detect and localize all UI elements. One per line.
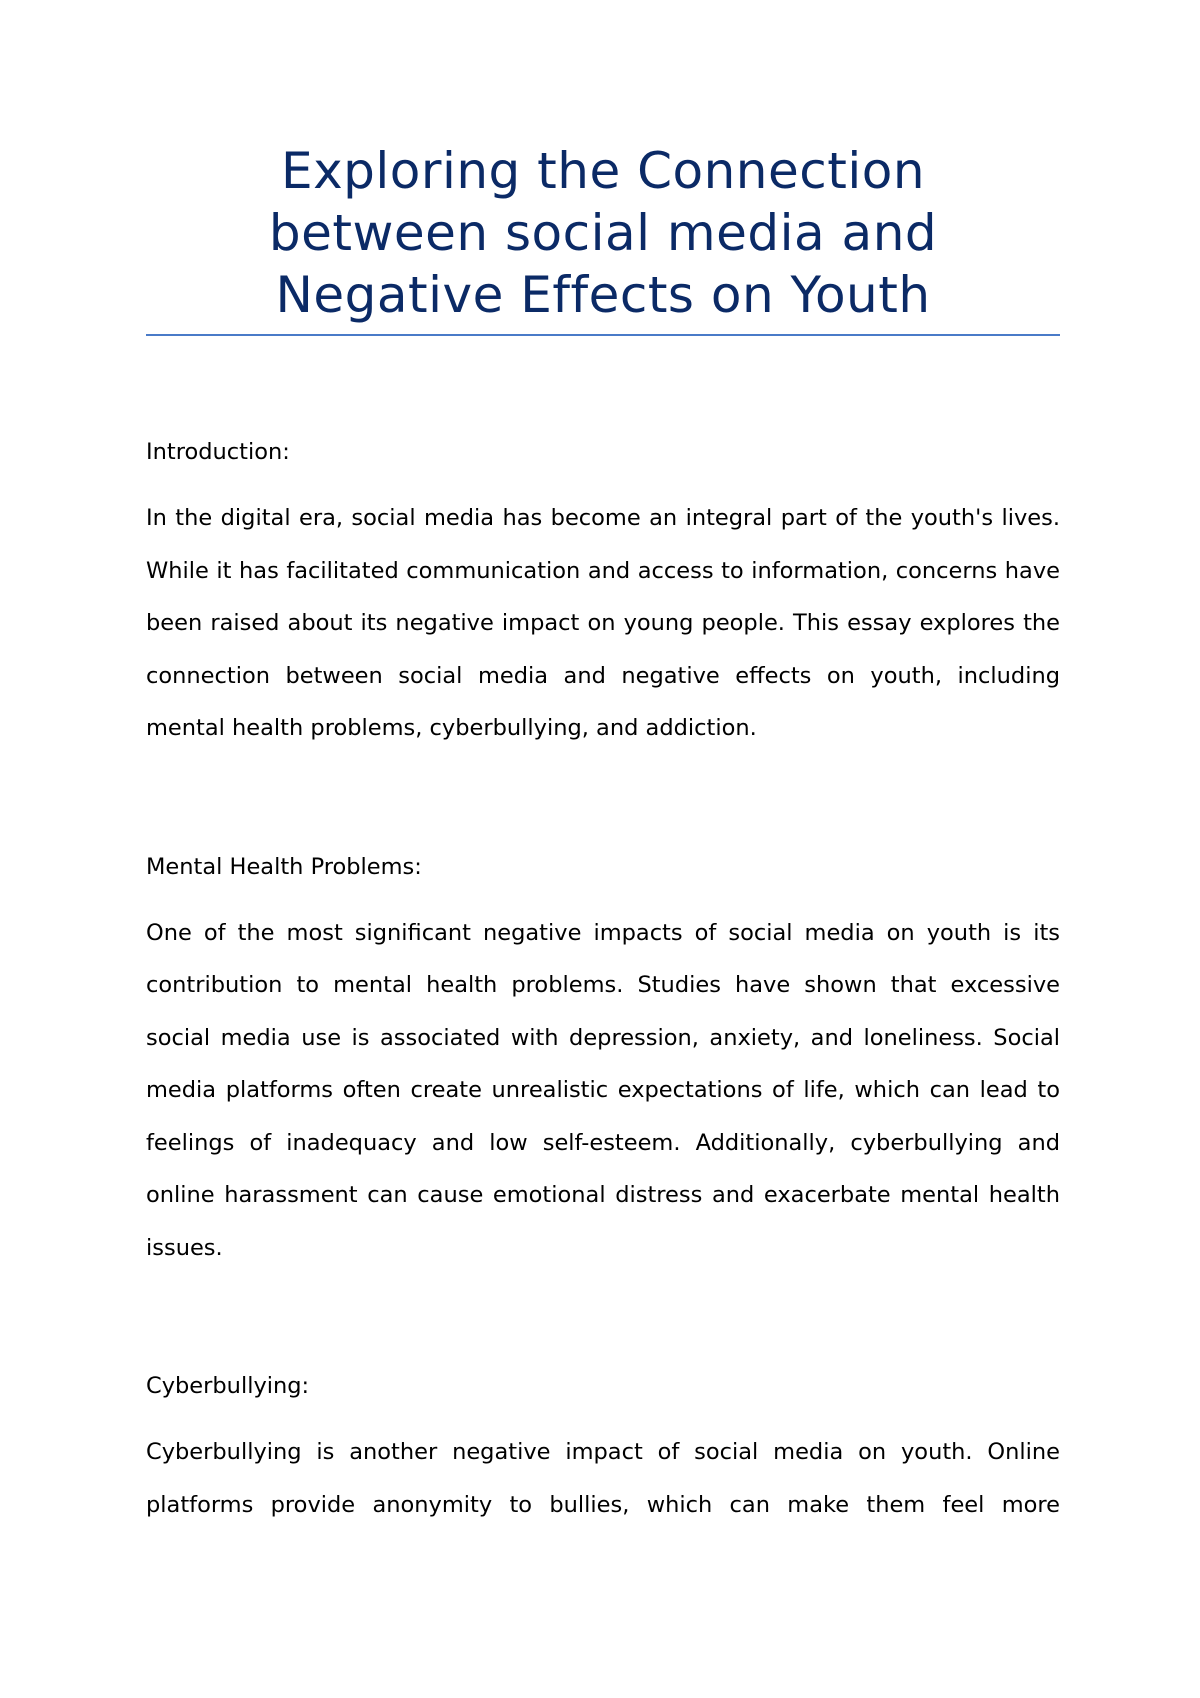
section-heading-cyberbullying: Cyberbullying:: [146, 1373, 310, 1399]
section-heading-introduction: Introduction:: [146, 439, 290, 465]
title-underline-rule: [146, 334, 1060, 336]
section-body-introduction: In the digital era, social media has become an integral part of the youth's lives. While it has facilitated communication and access to information, concerns have been raised about its negative impact on young people. This essay explores the connection between social media and negative effects on youth, including mental health problems, cyberbullying, and addiction.: [146, 505, 1060, 741]
title-line-1: Exploring the Connection: [280, 142, 926, 200]
title-line-3: Negative Effects on Youth: [275, 266, 931, 324]
document-content: [146, 140, 1060, 1531]
section-body-cyberbullying: Cyberbullying is another negative impact of social media on youth. Online platforms provide anonymity to bullies, which can make them feel more: [146, 1439, 1060, 1518]
title-line-2: between social media and: [268, 204, 938, 262]
section-body-mental-health: One of the most significant negative impacts of social media on youth is its contribution to mental health problems. Studies have shown that excessive social media use is associated with depression, anxiety, and loneliness. Social media platforms often create unrealistic expectations of life, which can lead to feelings of inadequacy and low self-esteem. Additionally, cyberbullying and online harassment can cause emotional distress and exacerbate mental health issues.: [146, 919, 1060, 1261]
document-title: [146, 140, 1060, 334]
section-heading-mental-health: Mental Health Problems:: [146, 853, 422, 880]
